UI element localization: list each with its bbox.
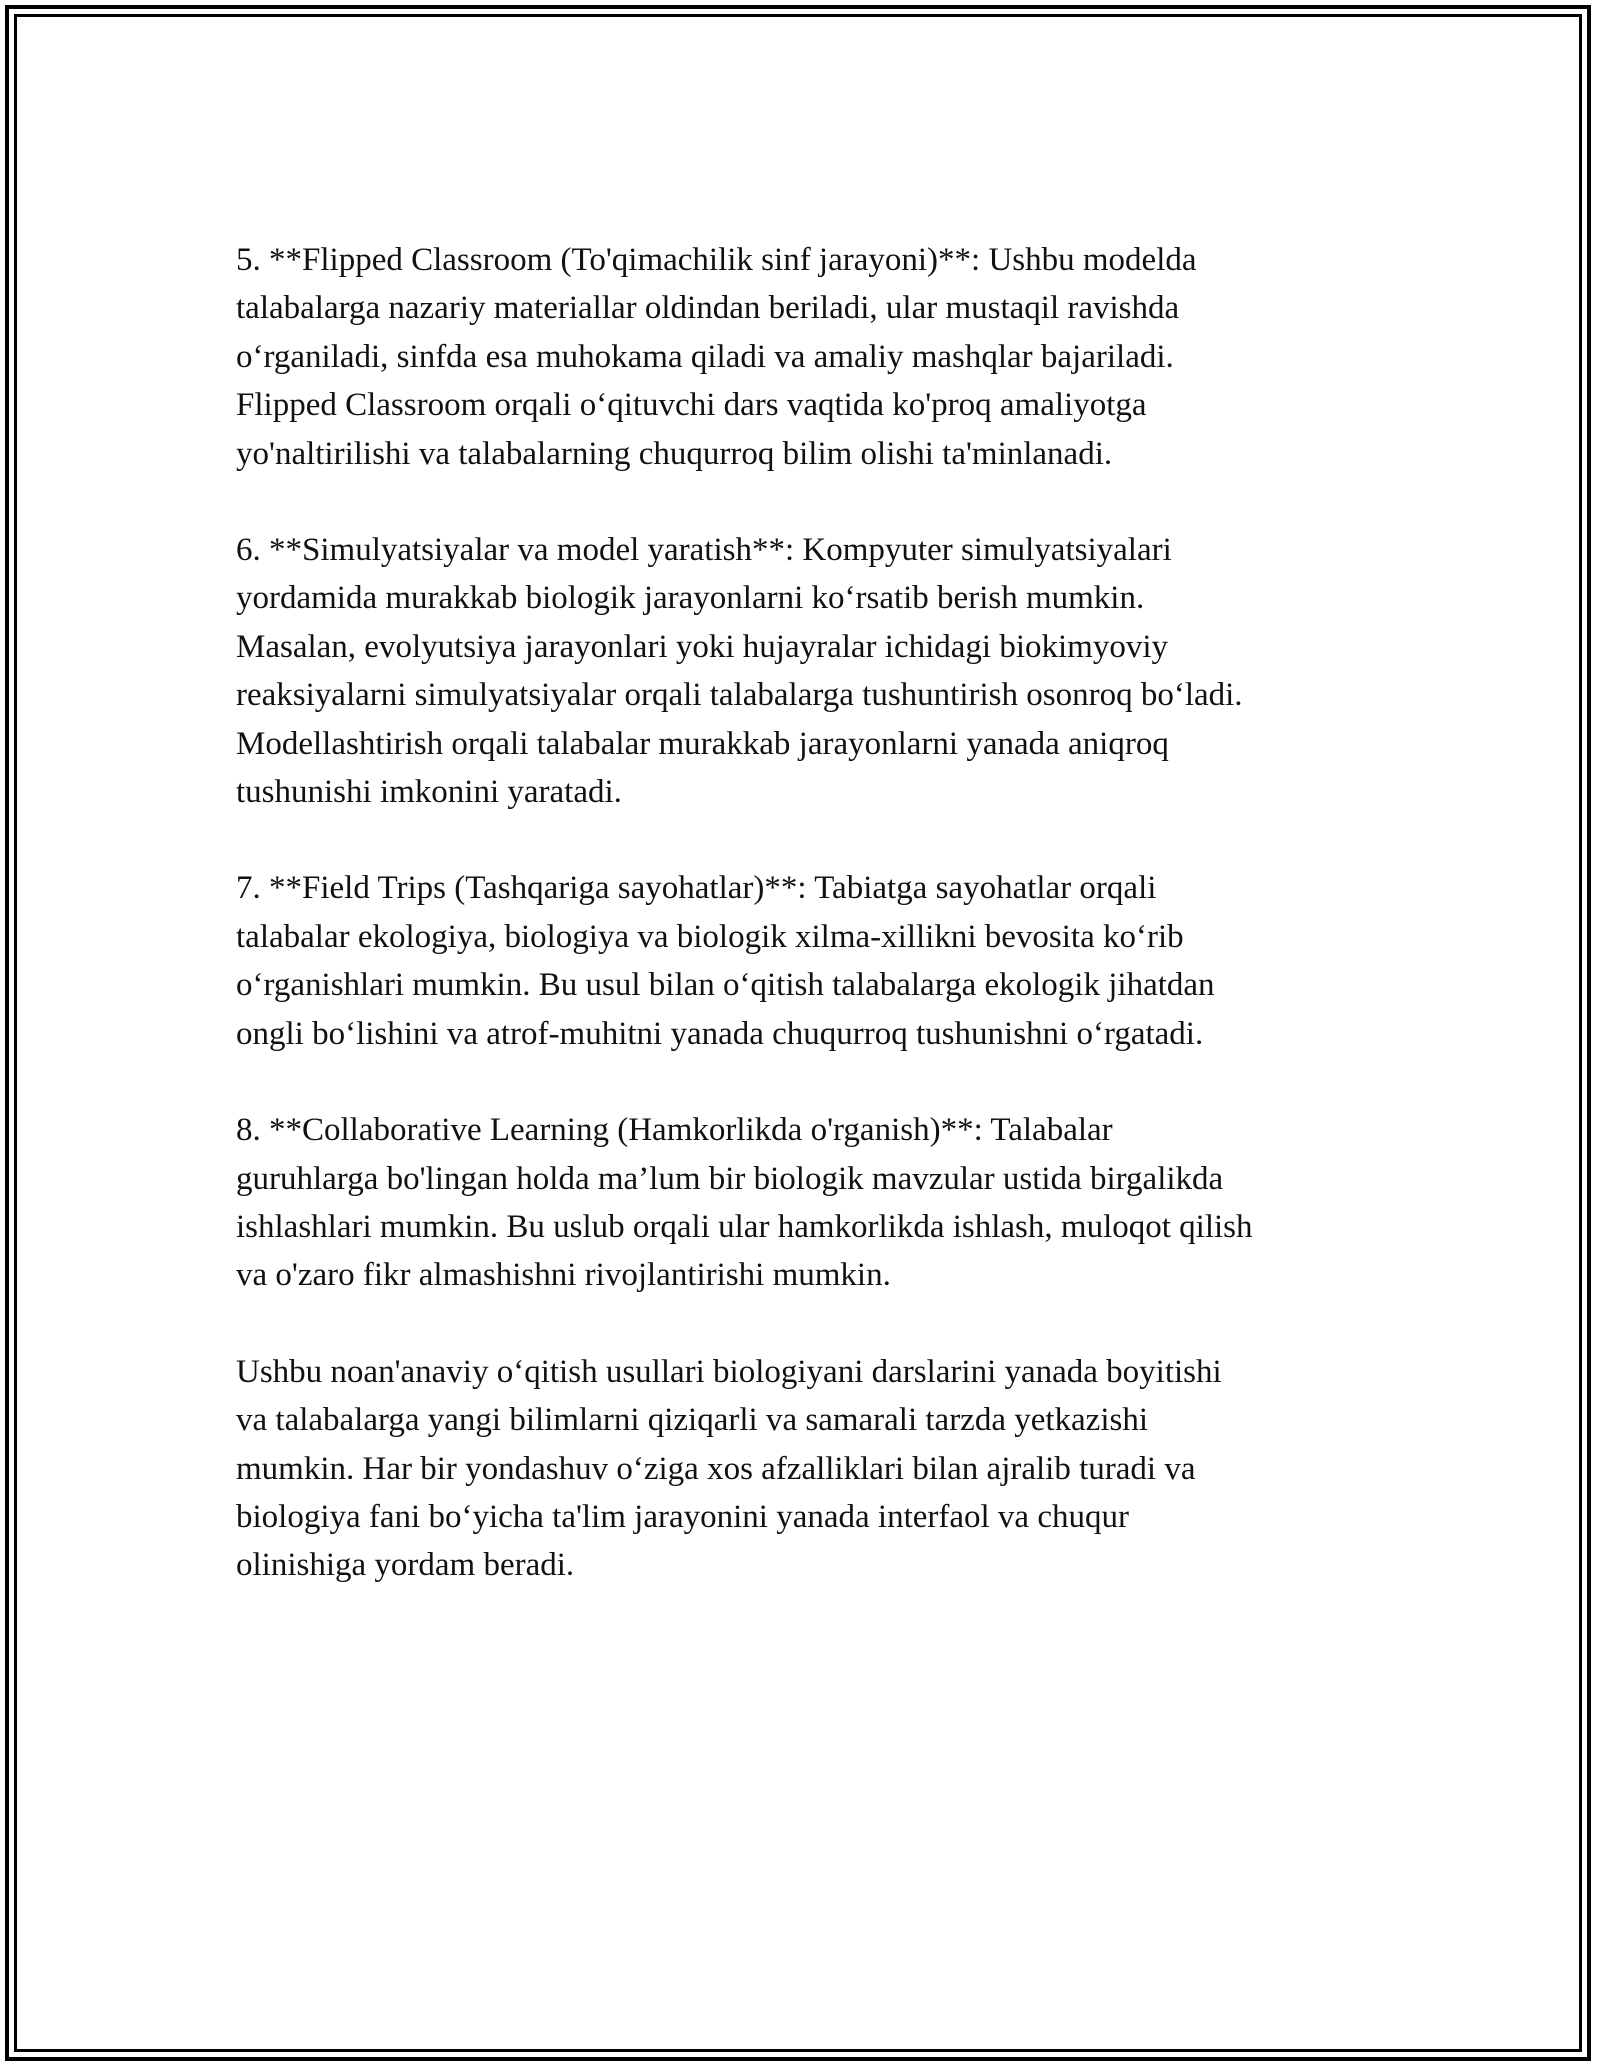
text-line: o‘rganishlari mumkin. Bu usul bilan o‘qitish talabalarga ekologik jihatdan [236,967,1215,1004]
text-line: olinishiga yordam beradi. [236,1547,575,1584]
paragraph-conclusion [236,1348,1376,1590]
text-line: 5. **Flipped Classroom (To'qimachilik sinf jarayoni)**: Ushbu modelda [236,242,1197,278]
text-line: guruhlarga bo'lingan holda ma’lum bir biologik mavzular ustida birgalikda [236,1160,1224,1197]
paragraph-field-trips [236,864,1376,1058]
text-line: Flipped Classroom orqali o‘qituvchi dars vaqtida ko'proq amaliyotga [236,387,1147,424]
text-line: yo'naltirilishi va talabalarning chuqurroq bilim olishi ta'minlanadi. [236,435,1113,472]
paragraph-flipped-classroom [236,236,1376,478]
text-line: reaksiyalarni simulyatsiyalar orqali talabalarga tushuntirish osonroq bo‘ladi. [236,677,1243,714]
paragraph-simulations [236,526,1376,816]
text-line: ongli bo‘lishini va atrof-muhitni yanada chuqurroq tushunishni o‘rgatadi. [236,1015,1204,1052]
text-line: talabalarga nazariy materiallar oldindan beriladi, ular mustaqil ravishda [236,290,1180,327]
text-line: va talabalarga yangi bilimlarni qiziqarli va samarali tarzda yetkazishi [236,1402,1149,1439]
text-line: ishlashlari mumkin. Bu uslub orqali ular hamkorlikda ishlash, muloqot qilish [236,1208,1253,1245]
text-line: 8. **Collaborative Learning (Hamkorlikda o'rganish)**: Talabalar [236,1112,1113,1149]
text-line: yordamida murakkab biologik jarayonlarni ko‘rsatib berish mumkin. [236,580,1145,617]
text-line: 7. **Field Trips (Tashqariga sayohatlar)**: Tabiatga sayohatlar orqali [236,870,1157,907]
text-line: o‘rganiladi, sinfda esa muhokama qiladi va amaliy mashqlar bajariladi. [236,338,1174,375]
text-line: tushunishi imkonini yaratadi. [236,774,622,811]
text-line: 6. **Simulyatsiyalar va model yaratish**: Kompyuter simulyatsiyalari [236,532,1172,569]
text-line: Modellashtirish orqali talabalar murakkab jarayonlarni yanada aniqroq [236,725,1169,762]
paragraph-collaborative-learning [236,1106,1376,1300]
text-line: talabalar ekologiya, biologiya va biologik xilma-xillikni bevosita ko‘rib [236,918,1184,955]
text-line: va o'zaro fikr almashishni rivojlantirishi mumkin. [236,1257,891,1294]
text-line: mumkin. Har bir yondashuv o‘ziga xos afzalliklari bilan ajralib turadi va [236,1450,1196,1487]
text-line: Ushbu noan'anaviy o‘qitish usullari biologiyani darslarini yanada boyitishi [236,1353,1222,1390]
text-line: biologiya fani bo‘yicha ta'lim jarayonini yanada interfaol va chuqur [236,1498,1129,1535]
text-line: Masalan, evolyutsiya jarayonlari yoki hujayralar ichidagi biokimyoviy [236,628,1169,665]
document-body [236,236,1376,1638]
